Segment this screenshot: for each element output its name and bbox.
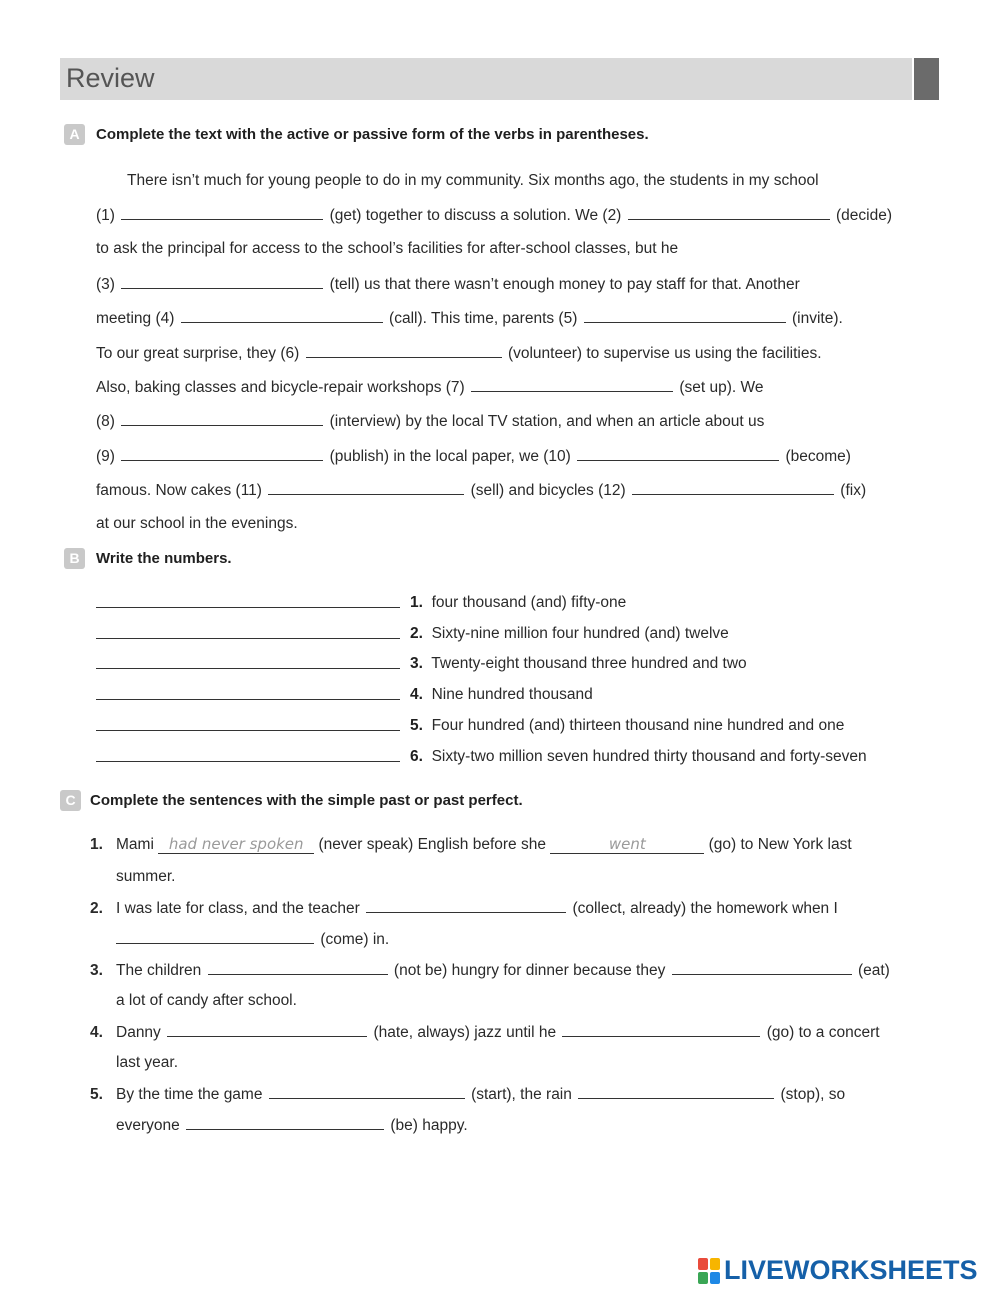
header-accent: [914, 58, 939, 100]
number-answer-6-input[interactable]: [96, 761, 400, 762]
sentence-4: 4. Danny (hate, always) jazz until he (go) to a concert: [90, 1021, 880, 1044]
sentence-1-answer-1-input[interactable]: had never spoken: [158, 835, 314, 854]
sentence-1-answer-2-input[interactable]: went: [550, 835, 704, 854]
paragraph-line-7: Also, baking classes and bicycle-repair workshops (7) (set up). We: [96, 376, 936, 399]
sentence-4-answer-2-input[interactable]: [562, 1021, 760, 1037]
section-a-instruction: Complete the text with the active or passive form of the verbs in parentheses.: [96, 126, 649, 143]
logo-square-blue: [710, 1272, 720, 1284]
blank-11-input[interactable]: [268, 479, 464, 495]
section-a-badge: A: [64, 124, 85, 145]
number-item-5: 5. Four hundred (and) thirteen thousand nine hundred and one: [410, 717, 845, 734]
number-item-3: 3. Twenty-eight thousand three hundred and two: [410, 655, 747, 672]
paragraph-line-9: (9) (publish) in the local paper, we (10) (become): [96, 445, 936, 468]
liveworksheets-logo-icon: [698, 1258, 720, 1284]
number-item-2: 2. Sixty-nine million four hundred (and) twelve: [410, 625, 729, 642]
blank-12-input[interactable]: [632, 479, 834, 495]
sentence-3-answer-1-input[interactable]: [208, 959, 388, 975]
section-c-instruction: Complete the sentences with the simple past or past perfect.: [90, 792, 523, 809]
number-answer-2-input[interactable]: [96, 638, 400, 639]
section-c-badge: C: [60, 790, 81, 811]
paragraph-line-8: (8) (interview) by the local TV station, and when an article about us: [96, 410, 936, 433]
logo-square-green: [698, 1272, 708, 1284]
paragraph-line-6: To our great surprise, they (6) (volunteer) to supervise us using the facilities.: [96, 342, 936, 365]
logo-square-red: [698, 1258, 708, 1270]
sentence-2: 2. I was late for class, and the teacher (collect, already) the homework when I: [90, 897, 838, 920]
sentence-5-answer-3-input[interactable]: [186, 1114, 384, 1130]
sentence-2-cont: (come) in.: [116, 928, 389, 951]
header-bar: [60, 58, 912, 100]
blank-2-input[interactable]: [628, 204, 830, 220]
sentence-5-answer-2-input[interactable]: [578, 1083, 774, 1099]
sentence-5-cont: everyone (be) happy.: [116, 1114, 468, 1137]
blank-8-input[interactable]: [121, 410, 323, 426]
paragraph-line-11: at our school in the evenings.: [96, 515, 298, 532]
sentence-1: 1. Mami had never spoken (never speak) English before she went (go) to New York last: [90, 835, 852, 853]
paragraph-line-2: (1) (get) together to discuss a solution. We (2) (decide): [96, 204, 936, 227]
paragraph-line-4: (3) (tell) us that there wasn’t enough money to pay staff for that. Another: [96, 273, 936, 296]
number-answer-1-input[interactable]: [96, 607, 400, 608]
blank-4-input[interactable]: [181, 307, 383, 323]
page-title: Review: [66, 63, 155, 93]
paragraph-line-10: famous. Now cakes (11) (sell) and bicycles (12) (fix): [96, 479, 936, 502]
sentence-2-answer-1-input[interactable]: [366, 897, 566, 913]
section-b-instruction: Write the numbers.: [96, 550, 232, 567]
blank-6-input[interactable]: [306, 342, 502, 358]
sentence-5: 5. By the time the game (start), the rain (stop), so: [90, 1083, 845, 1106]
sentence-3: 3. The children (not be) hungry for dinner because they (eat): [90, 959, 890, 982]
paragraph-line-5: meeting (4) (call). This time, parents (5) (invite).: [96, 307, 936, 330]
sentence-1-cont: summer.: [116, 868, 176, 885]
logo-square-yellow: [710, 1258, 720, 1270]
number-item-4: 4. Nine hundred thousand: [410, 686, 593, 703]
blank-9-input[interactable]: [121, 445, 323, 461]
sentence-2-answer-2-input[interactable]: [116, 928, 314, 944]
blank-7-input[interactable]: [471, 376, 673, 392]
blank-5-input[interactable]: [584, 307, 786, 323]
liveworksheets-logo-text[interactable]: LIVEWORKSHEETS: [724, 1255, 978, 1285]
paragraph-line-1: There isn’t much for young people to do in my community. Six months ago, the students in my school: [127, 172, 819, 189]
number-answer-4-input[interactable]: [96, 699, 400, 700]
blank-1-input[interactable]: [121, 204, 323, 220]
blank-3-input[interactable]: [121, 273, 323, 289]
sentence-5-answer-1-input[interactable]: [269, 1083, 465, 1099]
number-answer-3-input[interactable]: [96, 668, 400, 669]
sentence-3-answer-2-input[interactable]: [672, 959, 852, 975]
section-b-badge: B: [64, 548, 85, 569]
sentence-4-answer-1-input[interactable]: [167, 1021, 367, 1037]
paragraph-line-3: to ask the principal for access to the school’s facilities for after-school classes, but he: [96, 240, 679, 257]
blank-10-input[interactable]: [577, 445, 779, 461]
sentence-4-cont: last year.: [116, 1054, 179, 1071]
number-item-6: 6. Sixty-two million seven hundred thirty thousand and forty-seven: [410, 748, 867, 765]
sentence-3-cont: a lot of candy after school.: [116, 992, 297, 1009]
number-item-1: 1. four thousand (and) fifty-one: [410, 594, 627, 611]
number-answer-5-input[interactable]: [96, 730, 400, 731]
